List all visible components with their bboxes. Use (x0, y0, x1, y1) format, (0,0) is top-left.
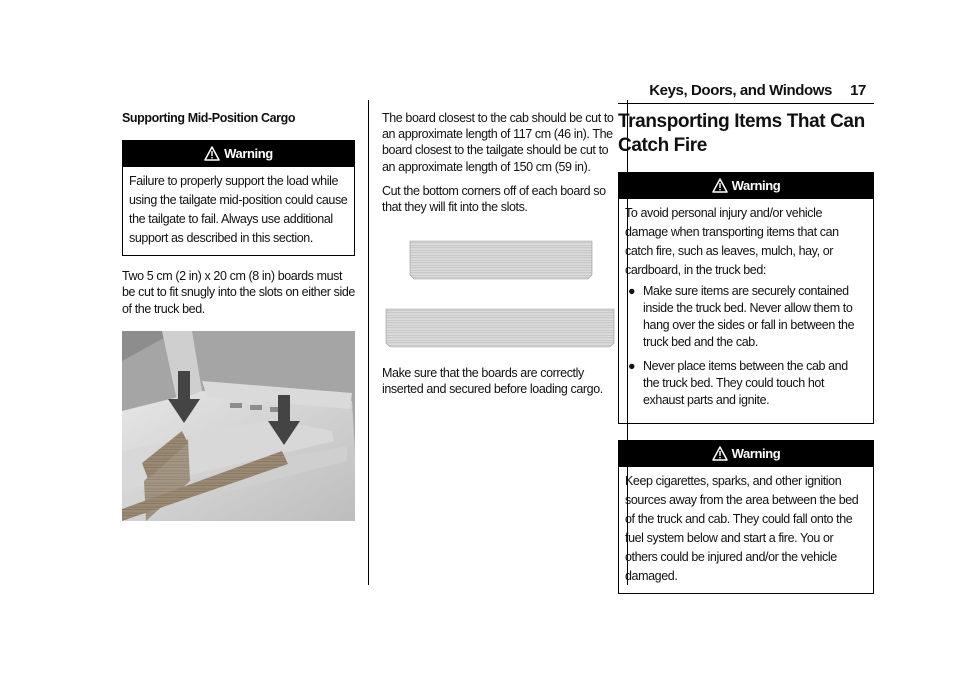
warning-box (122, 140, 355, 256)
paragraph: Cut the bottom corners off of each board so that they will fit into the slots. (382, 183, 606, 215)
cut-boards-illustration (382, 239, 616, 351)
warning-header (619, 173, 873, 199)
warning-text: Keep cigarettes, sparks, and other ignition sources away from the area between the bed of the truck and cab. They could fall onto the fuel system below and start a fire. You or others could be injured and/or the vehicle damaged. (625, 474, 859, 583)
warning-bullet-list (625, 283, 867, 409)
column-2 (382, 110, 616, 406)
bullet-text: Make sure items are securely contained inside the truck bed. Never allow them to hang over the sides or fall in between the truck bed and the cab. (643, 284, 855, 349)
page-header (0, 82, 960, 104)
column-divider (368, 100, 369, 585)
list-item (625, 283, 867, 351)
warning-box (618, 440, 874, 594)
paragraph: Make sure that the boards are correctly inserted and secured before loading cargo. (382, 366, 603, 397)
header-rule (618, 103, 874, 104)
bullet-icon: ● (628, 359, 636, 373)
bullet-icon: ● (628, 284, 636, 298)
truck-bed-boards-illustration (122, 331, 355, 521)
warning-triangle-icon (712, 178, 728, 193)
list-item (625, 358, 867, 409)
bullet-text: Never place items between the cab and the truck bed. They could touch hot exhaust parts and ignite. (643, 359, 848, 407)
subheading: Supporting Mid-Position Cargo (122, 111, 296, 125)
warning-box (618, 172, 874, 424)
warning-title: Warning (731, 446, 781, 461)
page-number: 17 (850, 82, 866, 99)
warning-title: Warning (731, 178, 781, 193)
section-heading: Transporting Items That Can Catch Fire (618, 111, 865, 156)
header-section-title: Keys, Doors, and Windows (649, 82, 832, 99)
column-1 (122, 110, 355, 521)
warning-title: Warning (224, 146, 273, 162)
warning-triangle-icon (712, 446, 728, 461)
warning-intro: To avoid personal injury and/or vehicle damage when transporting items that can catch fire, such as leaves, mulch, hay, or cardboard, in the truck bed: (625, 206, 839, 277)
paragraph: Two 5 cm (2 in) x 20 cm (8 in) boards must be cut to fit snugly into the slots on either side of the truck bed. (122, 269, 355, 316)
column-3 (618, 110, 874, 606)
warning-header (619, 441, 873, 467)
warning-triangle-icon (204, 146, 220, 161)
warning-text: Failure to properly support the load while using the tailgate mid-position could cause the tailgate to fail. Always use additional support as described in this section. (129, 174, 348, 246)
paragraph: The board closest to the cab should be cut to an approximate length of 117 cm (46 in). The board closest to the tailgate should be cut to an approximate length of 150 cm (59 in). (382, 111, 614, 174)
warning-header (123, 141, 354, 167)
warning-body (619, 199, 873, 423)
